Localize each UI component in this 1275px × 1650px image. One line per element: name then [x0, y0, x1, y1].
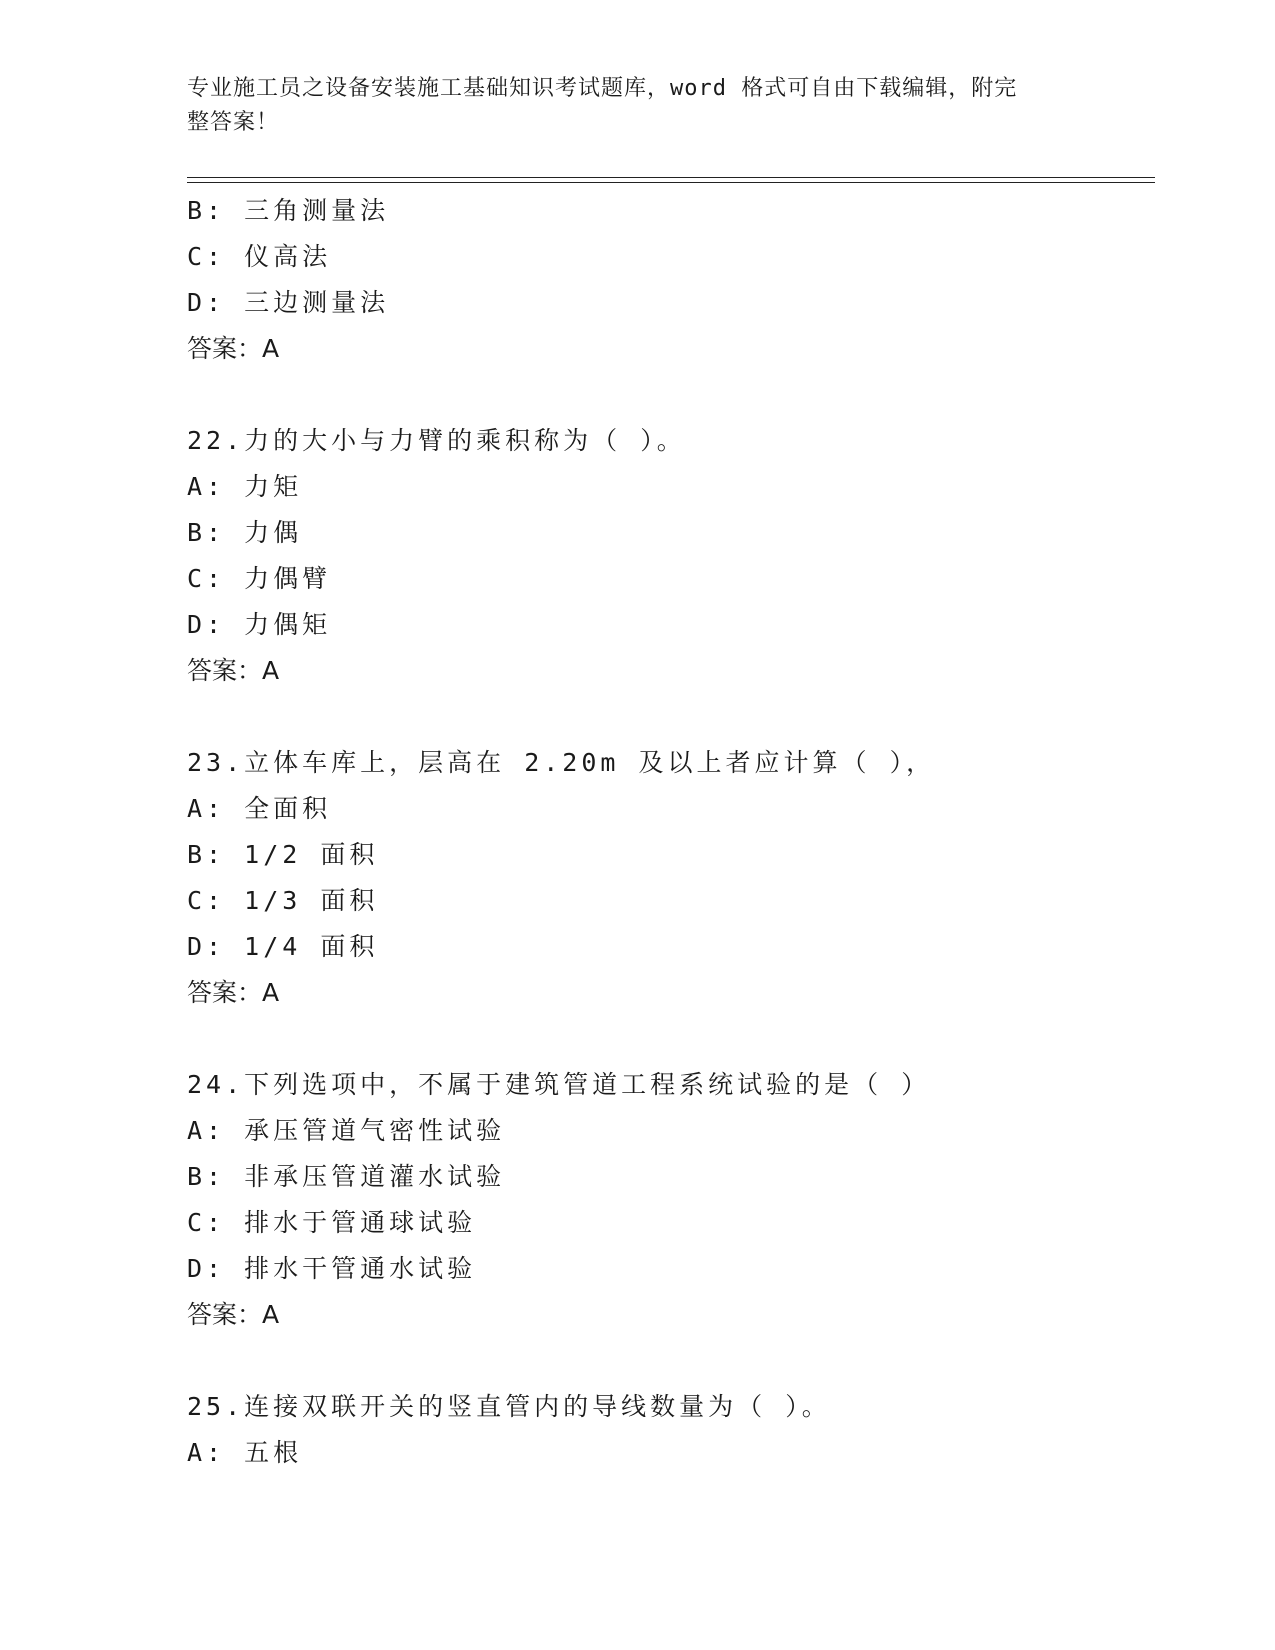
option-b: B: 力偶	[187, 518, 303, 547]
option-d: D: 三边测量法	[187, 288, 390, 317]
question-list	[187, 188, 1137, 1476]
answer-line: 答案：A	[187, 978, 280, 1007]
option-c: C: 1/3 面积	[187, 886, 379, 915]
header-line-2: 整答案！	[187, 110, 280, 135]
question-spacer	[187, 372, 1137, 418]
option-a: A: 五根	[187, 1438, 303, 1467]
question-text: 22.力的大小与力臂的乘积称为（ ）。	[187, 426, 686, 455]
option-d: D: 力偶矩	[187, 610, 332, 639]
question-spacer	[187, 694, 1137, 740]
question-25	[187, 1384, 1137, 1476]
header-line-1: 专业施工员之设备安装施工基础知识考试题库，word 格式可自由下载编辑，附完	[187, 76, 1018, 101]
question-text: 23.立体车库上，层高在 2.20m 及以上者应计算（ ），	[187, 748, 936, 777]
option-a: A: 力矩	[187, 472, 303, 501]
option-c: C: 排水于管通球试验	[187, 1208, 477, 1237]
option-c: C: 仪高法	[187, 242, 332, 271]
option-b: B: 非承压管道灌水试验	[187, 1162, 506, 1191]
document-header	[187, 72, 1067, 140]
question-text: 24.下列选项中，不属于建筑管道工程系统试验的是（ ）	[187, 1070, 931, 1099]
option-b: B: 三角测量法	[187, 196, 390, 225]
header-divider-top	[187, 177, 1155, 178]
option-a: A: 承压管道气密性试验	[187, 1116, 506, 1145]
option-b: B: 1/2 面积	[187, 840, 379, 869]
question-spacer	[187, 1016, 1137, 1062]
answer-line: 答案：A	[187, 656, 280, 685]
option-d: D: 排水干管通水试验	[187, 1254, 477, 1283]
question-21-tail	[187, 188, 1137, 372]
question-22	[187, 418, 1137, 694]
answer-line: 答案：A	[187, 334, 280, 363]
question-spacer	[187, 1338, 1137, 1384]
option-a: A: 全面积	[187, 794, 332, 823]
option-d: D: 1/4 面积	[187, 932, 379, 961]
question-24	[187, 1062, 1137, 1338]
option-c: C: 力偶臂	[187, 564, 332, 593]
question-text: 25.连接双联开关的竖直管内的导线数量为（ ）。	[187, 1392, 831, 1421]
answer-line: 答案：A	[187, 1300, 280, 1329]
header-divider-bottom	[187, 182, 1155, 183]
question-23	[187, 740, 1137, 1016]
